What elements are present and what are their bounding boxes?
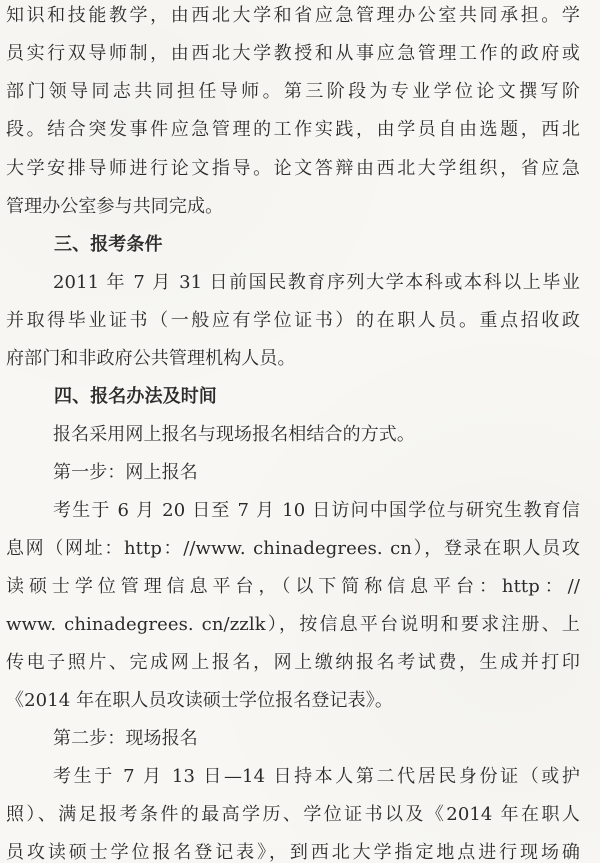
- paragraph-line: 大学安排导师进行论文指导。论文答辩由西北大学组织，省应急: [6, 158, 580, 179]
- step-heading: 第二步：现场报名: [53, 728, 198, 749]
- paragraph-line: www. chinadegrees. cn/zzlk），按信息平台说明和要求注册、上: [6, 614, 580, 635]
- paragraph-line: 员实行双导师制，由西北大学教授和从事应急管理工作的政府或: [6, 43, 580, 64]
- paragraph-line: 读硕士学位管理信息平台，（以下简称信息平台：http：//: [6, 576, 580, 597]
- paragraph-line: 段。结合突发事件应急管理的工作实践，由学员自由选题，西北: [6, 119, 580, 140]
- paragraph-line: 部门领导同志共同担任导师。第三阶段为专业学位论文撰写阶: [6, 81, 580, 102]
- paragraph-line: 管理办公室参与共同完成。: [6, 196, 224, 217]
- section-heading: 四、报名办法及时间: [54, 386, 217, 407]
- section-heading: 三、报考条件: [54, 234, 163, 255]
- paragraph-line: 息网（网址：http：//www. chinadegrees. cn），登录在职人员攻: [6, 538, 580, 559]
- paragraph-line: 考生于 7 月 13 日—14 日持本人第二代居民身份证（或护: [53, 766, 580, 787]
- paragraph-line: 府部门和非政府公共管理机构人员。: [6, 348, 296, 369]
- paragraph-line: 传电子照片、完成网上报名，网上缴纳报名考试费，生成并打印: [6, 652, 580, 673]
- paragraph-line: 2011 年 7 月 31 日前国民教育序列大学本科或本科以上毕业: [53, 272, 580, 293]
- step-heading: 第一步：网上报名: [53, 462, 198, 483]
- paragraph-line: 《2014 年在职人员攻读硕士学位报名登记表》。: [6, 690, 393, 711]
- paragraph-line: 员攻读硕士学位报名登记表》，到西北大学指定地点进行现场确: [6, 842, 580, 863]
- paragraph-line: 考生于 6 月 20 日至 7 月 10 日访问中国学位与研究生教育信: [53, 500, 580, 521]
- paragraph-line: 并取得毕业证书（一般应有学位证书）的在职人员。重点招收政: [6, 310, 580, 331]
- paragraph-line: 照）、满足报考条件的最高学历、学位证书以及《2014 年在职人: [6, 804, 580, 825]
- paragraph-line: 知识和技能教学，由西北大学和省应急管理办公室共同承担。学: [6, 5, 580, 26]
- paragraph-line: 报名采用网上报名与现场报名相结合的方式。: [53, 424, 415, 445]
